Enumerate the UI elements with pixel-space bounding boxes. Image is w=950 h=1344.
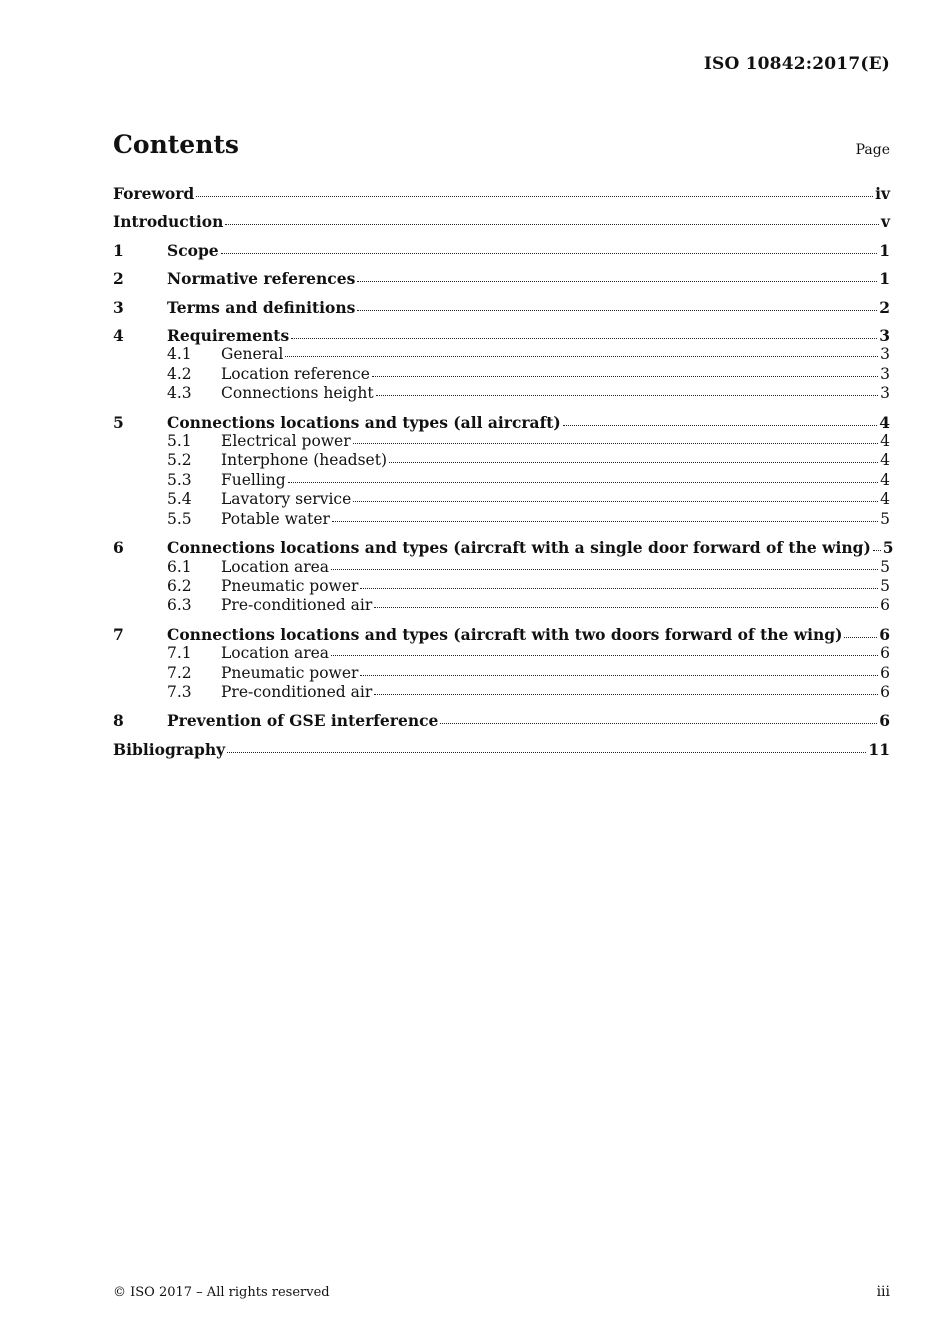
toc-entry-page: 3 xyxy=(880,364,890,383)
dot-leader xyxy=(357,310,877,311)
toc-entry-page: 4 xyxy=(880,451,890,470)
dot-leader xyxy=(374,694,878,695)
toc-entry-number: 2 xyxy=(113,269,124,289)
dot-leader xyxy=(353,501,878,502)
toc-entry[interactable] xyxy=(113,384,890,403)
toc-entry-page: 3 xyxy=(880,384,890,403)
toc-entry-number: 5.5 xyxy=(167,509,192,528)
toc-entry[interactable] xyxy=(113,326,890,345)
dot-leader xyxy=(389,462,878,463)
toc-entry-number: 7 xyxy=(113,624,124,644)
toc-entry[interactable] xyxy=(113,625,890,644)
toc-entry-title: Potable water xyxy=(221,509,330,528)
toc-entry-number: 6 xyxy=(113,538,124,558)
toc-entry-page: 4 xyxy=(879,412,890,432)
toc-entry[interactable] xyxy=(113,413,890,432)
toc-entry-title: Requirements xyxy=(167,326,290,346)
toc-entry-page: v xyxy=(880,212,890,232)
dot-leader xyxy=(332,521,878,522)
toc-entry-page: 4 xyxy=(880,490,890,509)
dot-leader xyxy=(844,637,877,638)
toc-entry-title: Pneumatic power xyxy=(221,576,359,595)
toc-entry-number: 6.3 xyxy=(167,596,192,615)
dot-leader xyxy=(225,224,879,225)
contents-title: Contents xyxy=(113,130,240,159)
toc-entry-number: 5.4 xyxy=(167,490,192,509)
toc-entry[interactable] xyxy=(113,298,890,317)
toc-entry-page: 2 xyxy=(879,297,890,317)
dot-leader xyxy=(440,723,877,724)
toc-entry-page: 5 xyxy=(880,557,890,576)
toc-entry-title: Connections locations and types (aircraft with two doors forward of the wing) xyxy=(167,624,843,644)
toc-entry-page: 6 xyxy=(880,596,890,615)
toc-entry-page: 5 xyxy=(880,509,890,528)
dot-leader xyxy=(288,482,878,483)
toc-entry-number: 5 xyxy=(113,412,124,432)
toc-entry-title: Location area xyxy=(221,557,330,576)
toc-entry-number: 6.1 xyxy=(167,557,192,576)
toc-entry[interactable] xyxy=(113,212,890,231)
toc-entry-number: 4 xyxy=(113,326,124,346)
toc-entry-page: 5 xyxy=(882,538,894,558)
toc-entry-number: 4.2 xyxy=(167,364,192,383)
toc-entry-title: Prevention of GSE interference xyxy=(167,711,439,731)
toc-entry-number: 5.3 xyxy=(167,470,192,489)
toc-entry-page: 1 xyxy=(879,269,890,289)
toc-entry-title: Connections height xyxy=(221,384,374,403)
toc-entry-title: Location reference xyxy=(221,364,370,383)
toc-entry-title: Connections locations and types (all aircraft) xyxy=(167,412,561,432)
toc-entry-title: Terms and definitions xyxy=(167,297,356,317)
toc-entry[interactable] xyxy=(113,644,890,663)
toc-entry-number: 8 xyxy=(113,711,124,731)
toc-entry-number: 1 xyxy=(113,240,124,260)
toc-entry[interactable] xyxy=(113,432,890,451)
toc-entry-title: Fuelling xyxy=(221,470,286,489)
toc-entry-page: 3 xyxy=(879,326,890,346)
toc-entry-number: 7.1 xyxy=(167,644,192,663)
toc-entry-page: 1 xyxy=(879,240,890,260)
toc-entry-number: 7.2 xyxy=(167,663,192,682)
dot-leader xyxy=(331,655,878,656)
toc-entry-page: 6 xyxy=(880,682,890,701)
dot-leader xyxy=(374,607,878,608)
toc-entry[interactable] xyxy=(113,711,890,730)
toc-entry-title: Normative references xyxy=(167,269,356,289)
dot-leader xyxy=(360,675,878,676)
dot-leader xyxy=(357,281,877,282)
toc-entry[interactable] xyxy=(113,740,890,759)
dot-leader xyxy=(873,550,881,551)
dot-leader xyxy=(196,196,873,197)
toc-entry-page: 6 xyxy=(879,624,890,644)
toc-entry-title: Scope xyxy=(167,240,219,260)
toc-entry-page: 3 xyxy=(880,345,890,364)
dot-leader xyxy=(331,569,878,570)
toc-entry-number: 4.1 xyxy=(167,345,192,364)
toc-entry[interactable] xyxy=(113,558,890,577)
dot-leader xyxy=(563,425,877,426)
dot-leader xyxy=(227,752,866,753)
toc-entry[interactable] xyxy=(113,596,890,615)
toc-entry[interactable] xyxy=(113,490,890,509)
dot-leader xyxy=(285,356,878,357)
toc-entry-page: iv xyxy=(875,184,890,203)
dot-leader xyxy=(376,395,878,396)
dot-leader xyxy=(360,588,878,589)
toc-entry-page: 6 xyxy=(879,711,890,731)
toc-entry-title: Introduction xyxy=(113,212,224,232)
footer-copyright: © ISO 2017 – All rights reserved xyxy=(113,1285,330,1300)
toc-entry-title: Foreword xyxy=(113,184,195,203)
toc-entry[interactable] xyxy=(113,510,890,529)
toc-entry[interactable] xyxy=(113,664,890,683)
toc-entry-title: Bibliography xyxy=(113,739,226,759)
toc-entry-page: 5 xyxy=(880,576,890,595)
toc-entry-title: General xyxy=(221,345,284,364)
toc-entry-number: 7.3 xyxy=(167,682,192,701)
toc-entry-number: 5.2 xyxy=(167,451,192,470)
toc-entry[interactable] xyxy=(113,184,890,203)
toc-entry[interactable] xyxy=(113,538,894,558)
toc-entry-title: Electrical power xyxy=(221,432,351,451)
dot-leader xyxy=(372,376,878,377)
toc-entry-title: Pre-conditioned air xyxy=(221,596,373,615)
toc-entry-page: 6 xyxy=(880,644,890,663)
toc-entry-title: Lavatory service xyxy=(221,490,352,509)
dot-leader xyxy=(221,253,878,254)
toc-entry-title: Connections locations and types (aircraft with a single door forward of the wing) xyxy=(167,538,871,558)
toc-entry[interactable] xyxy=(113,365,890,384)
page-column-label: Page xyxy=(855,142,890,158)
toc-entry[interactable] xyxy=(113,241,890,260)
toc-entry-page: 4 xyxy=(880,470,890,489)
toc-entry[interactable] xyxy=(113,269,890,288)
toc-entry[interactable] xyxy=(113,345,890,364)
toc-entry-title: Pneumatic power xyxy=(221,663,359,682)
dot-leader xyxy=(353,443,878,444)
toc-entry-page: 6 xyxy=(880,663,890,682)
toc-entry-number: 3 xyxy=(113,297,124,317)
toc-entry-number: 6.2 xyxy=(167,576,192,595)
toc-entry-title: Pre-conditioned air xyxy=(221,682,373,701)
toc-entry-number: 4.3 xyxy=(167,384,192,403)
footer-page-number: iii xyxy=(876,1284,890,1300)
toc-entry-title: Location area xyxy=(221,644,330,663)
toc-entry-page: 11 xyxy=(868,739,890,759)
toc-entry-number: 5.1 xyxy=(167,432,192,451)
header-doc-code: ISO 10842:2017(E) xyxy=(703,54,890,74)
dot-leader xyxy=(291,338,877,339)
toc-entry[interactable] xyxy=(113,451,890,470)
toc-entry[interactable] xyxy=(113,577,890,596)
toc-entry[interactable] xyxy=(113,471,890,490)
table-of-contents xyxy=(113,184,894,759)
toc-entry-page: 4 xyxy=(880,432,890,451)
toc-entry-title: Interphone (headset) xyxy=(221,451,388,470)
toc-entry[interactable] xyxy=(113,683,890,702)
